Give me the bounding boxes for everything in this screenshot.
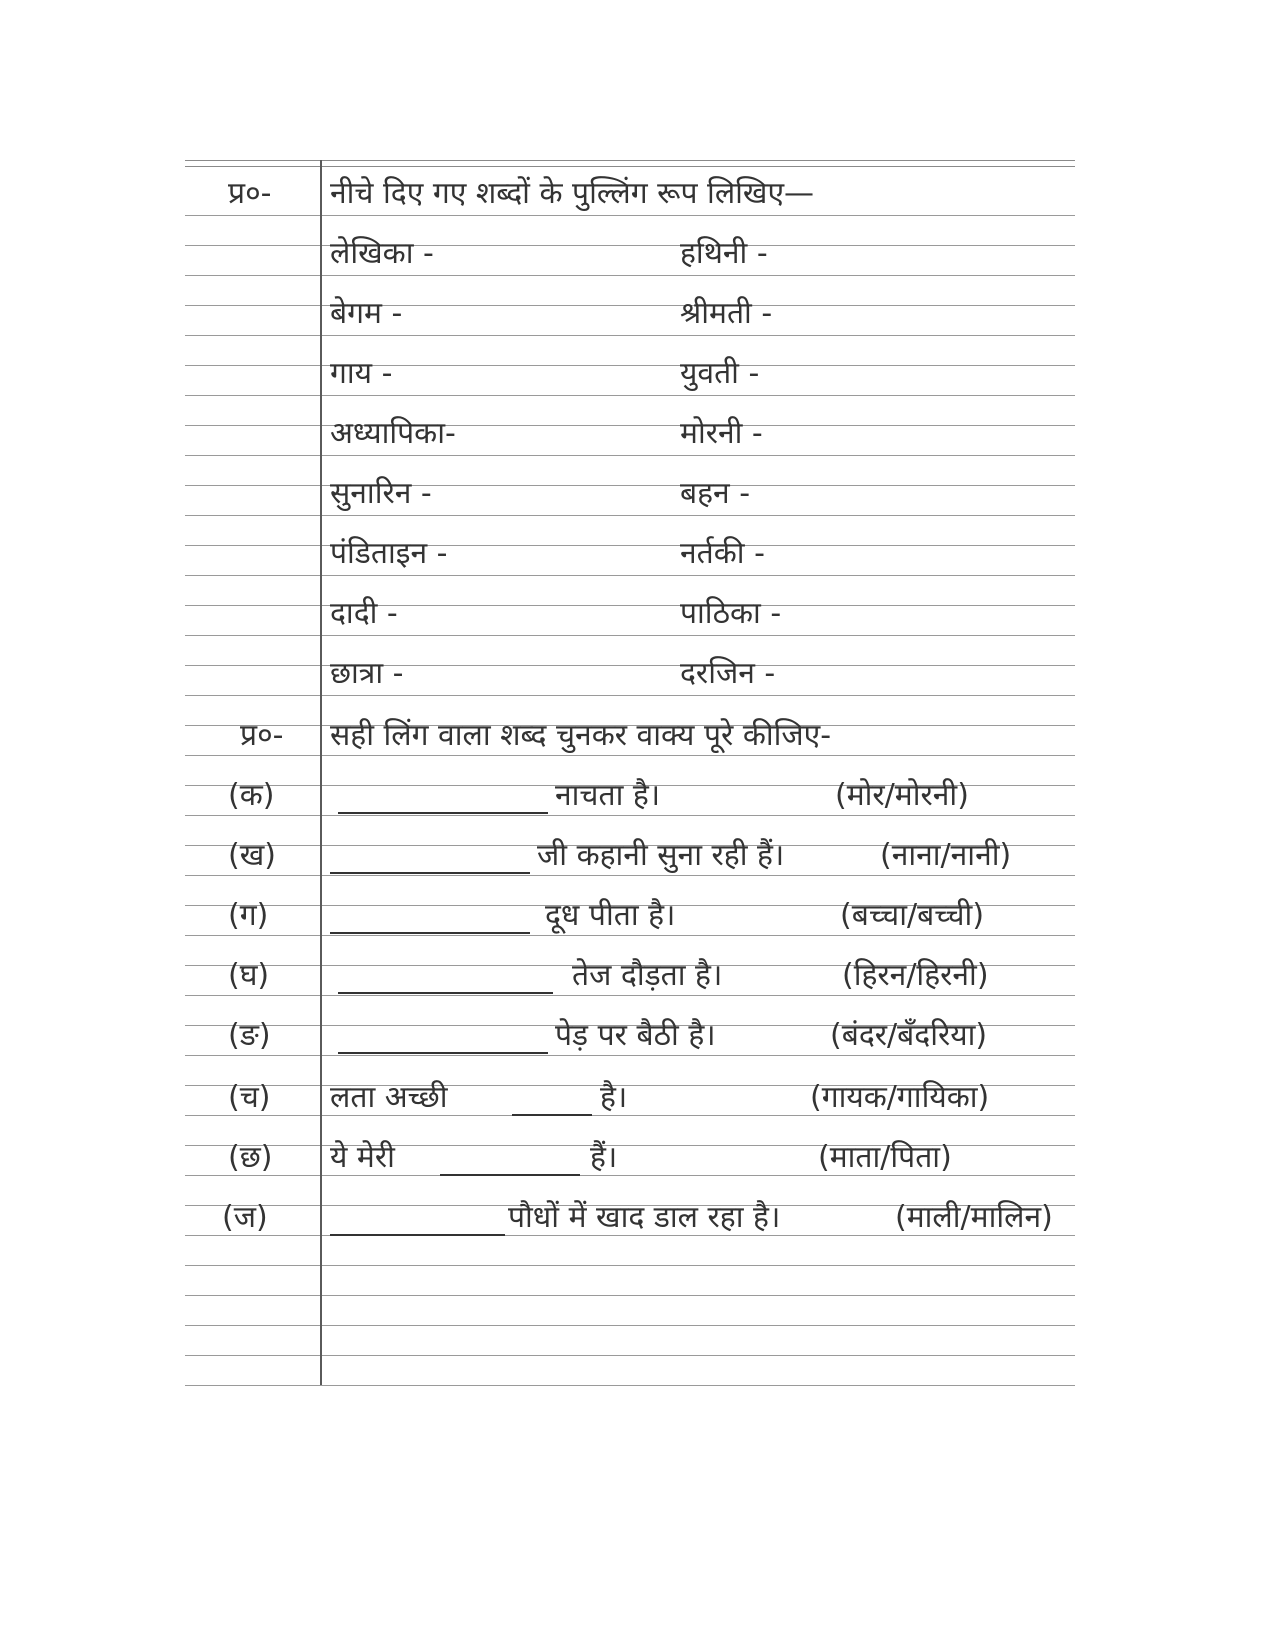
q1-instruction: नीचे दिए गए शब्दों के पुल्लिंग रूप लिखिए— [330,176,815,211]
answer-blank[interactable] [338,812,548,814]
q1-right-word: युवती - [680,356,760,391]
answer-blank[interactable] [338,992,553,994]
q1-left-word: लेखिका - [330,236,434,271]
ruled-line [185,635,1075,636]
answer-blank[interactable] [338,1052,548,1054]
q2-item-marker: (ज) [222,1200,268,1235]
q1-left-word: अध्यापिका- [330,416,456,451]
ruled-line [185,335,1075,336]
answer-blank[interactable] [440,1174,580,1176]
q1-right-word: मोरनी - [680,416,763,451]
q2-item-text: जी कहानी सुना रही हैं। [537,838,785,873]
ruled-line [185,215,1075,216]
q2-item-options: (माली/मालिन) [895,1200,1053,1235]
q1-left-word: छात्रा - [330,656,404,691]
q2-instruction: सही लिंग वाला शब्द चुनकर वाक्य पूरे कीजिए- [330,718,832,753]
ruled-line [185,875,1075,876]
q1-right-word: बहन - [680,476,751,511]
q1-right-word: श्रीमती - [680,296,773,331]
answer-blank[interactable] [330,1234,505,1236]
ruled-line [185,605,1075,606]
ruled-line [185,995,1075,996]
q2-item-options: (माता/पिता) [818,1140,952,1175]
q2-item-marker: (घ) [228,958,270,993]
q2-item-marker: (ख) [228,838,276,873]
answer-blank[interactable] [330,872,530,874]
q2-item-options: (हिरन/हिरनी) [842,958,989,993]
q2-label: प्र०- [240,718,284,753]
ruled-line [185,1355,1075,1356]
ruled-line [185,935,1075,936]
ruled-line [185,166,1075,167]
q2-item-text: लता अच्छी [330,1080,448,1115]
ruled-line [185,455,1075,456]
q1-left-word: गाय - [330,356,393,391]
ruled-line [185,305,1075,306]
ruled-line [185,515,1075,516]
q1-left-word: बेगम - [330,296,403,331]
q1-left-word: पंडिताइन - [330,536,448,571]
q2-item-text: दूध पीता है। [545,898,676,933]
q2-item-text: हैं। [590,1140,618,1175]
ruled-line [185,365,1075,366]
q1-right-word: दरजिन - [680,656,776,691]
q2-item-options: (बच्चा/बच्ची) [840,898,985,933]
ruled-line [185,695,1075,696]
answer-blank[interactable] [512,1114,592,1116]
ruled-line [185,815,1075,816]
ruled-line [185,1265,1075,1266]
margin-line [320,160,322,1385]
ruled-line [185,1385,1075,1386]
ruled-line [185,755,1075,756]
answer-blank[interactable] [330,932,530,934]
q1-right-word: पाठिका - [680,596,782,631]
q2-item-text: तेज दौड़ता है। [572,958,723,993]
q2-item-text: पौधों में खाद डाल रहा है। [508,1200,781,1235]
ruled-line [185,665,1075,666]
ruled-line [185,275,1075,276]
ruled-line [185,245,1075,246]
ruled-line [185,485,1075,486]
q2-item-options: (बंदर/बँदरिया) [830,1018,988,1053]
q1-label: प्र०- [228,176,272,211]
q2-item-text: ये मेरी [330,1140,395,1175]
ruled-line [185,160,1075,161]
q2-item-marker: (ङ) [228,1018,271,1053]
ruled-line [185,425,1075,426]
q2-item-text: नाचता है। [555,778,661,813]
q2-item-text: है। [600,1080,628,1115]
q1-right-word: नर्तकी - [680,536,765,571]
ruled-line [185,1325,1075,1326]
q1-left-word: दादी - [330,596,398,631]
ruled-line [185,575,1075,576]
ruled-line [185,1055,1075,1056]
q2-item-marker: (ग) [228,898,269,933]
q2-item-marker: (छ) [228,1140,273,1175]
q2-item-marker: (क) [228,778,275,813]
q2-item-options: (नाना/नानी) [880,838,1012,873]
q2-item-marker: (च) [228,1080,271,1115]
ruled-line [185,1295,1075,1296]
q2-item-options: (मोर/मोरनी) [835,778,969,813]
ruled-line [185,395,1075,396]
q2-item-text: पेड़ पर बैठी है। [555,1018,716,1053]
q1-left-word: सुनारिन - [330,476,432,511]
q1-right-word: हथिनी - [680,236,768,271]
ruled-line [185,545,1075,546]
q2-item-options: (गायक/गायिका) [810,1080,990,1115]
